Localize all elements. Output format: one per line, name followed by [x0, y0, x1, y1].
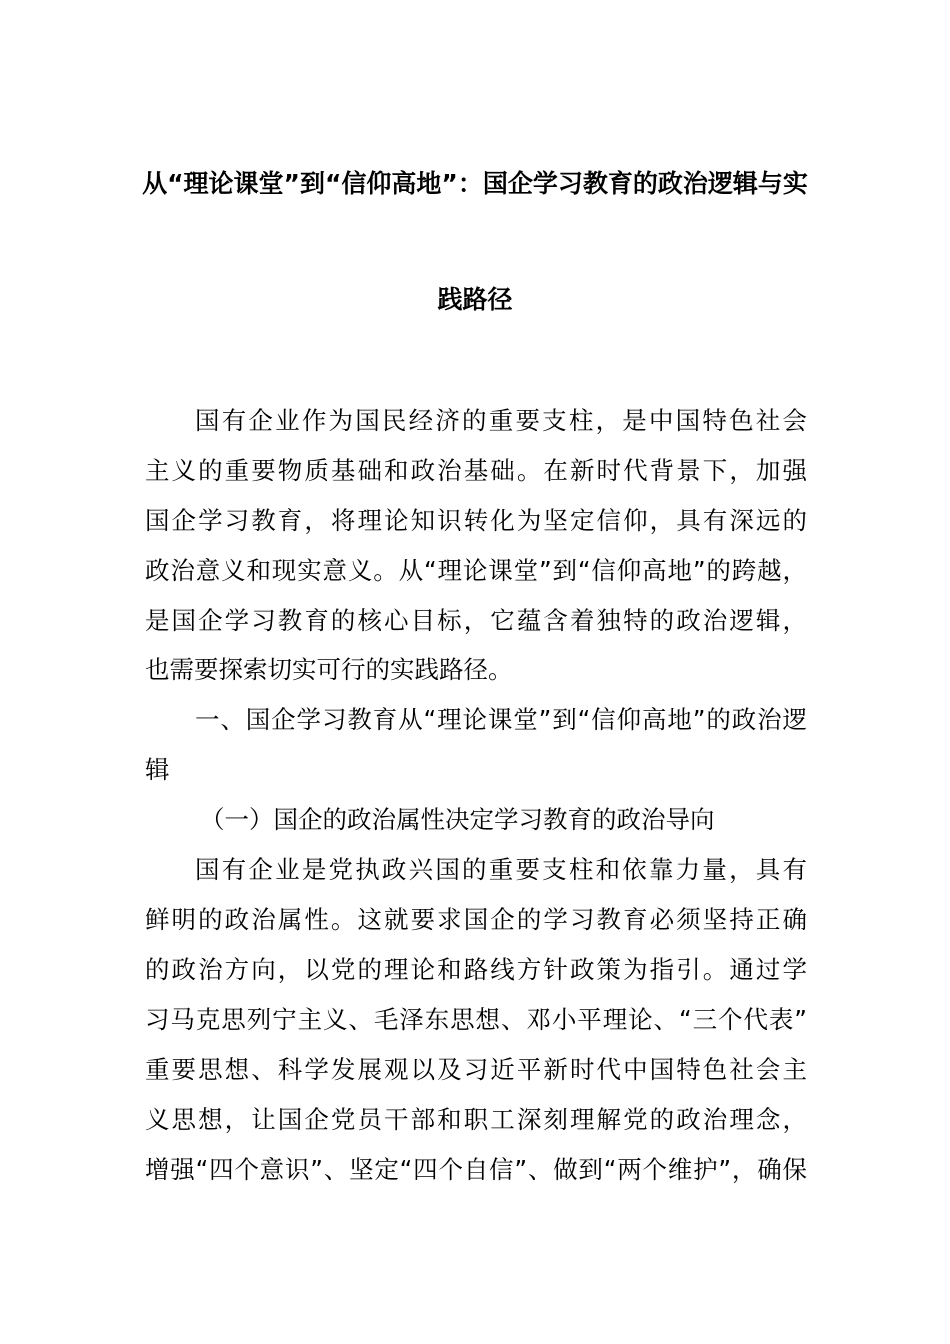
document-title-line-2: 践路径 — [437, 285, 513, 314]
paragraph-2-line-6: 义思想，让国企党员干部和职工深刻理解党的政治理念， — [145, 1105, 807, 1134]
document-title-line-1: 从“理论课堂”到“信仰高地”：国企学习教育的政治逻辑与实 — [142, 169, 808, 198]
paragraph-2-line-7: 增强“四个意识”、坚定“四个自信”、做到“两个维护”，确保 — [145, 1155, 807, 1184]
paragraph-1-line-3: 国企学习教育，将理论知识转化为坚定信仰，具有深远的 — [145, 506, 807, 535]
section-heading-line-1: 一、国企学习教育从“理论课堂”到“信仰高地”的政治逻 — [195, 705, 807, 734]
paragraph-1-line-6: 也需要探索切实可行的实践路径。 — [145, 655, 513, 684]
paragraph-1-line-1: 国有企业作为国民经济的重要支柱，是中国特色社会 — [195, 406, 807, 435]
section-heading-line-2: 辑 — [145, 755, 170, 784]
paragraph-2-line-4: 习马克思列宁主义、毛泽东思想、邓小平理论、“三个代表” — [145, 1005, 807, 1034]
paragraph-1-line-5: 是国企学习教育的核心目标，它蕴含着独特的政治逻辑， — [145, 606, 807, 635]
paragraph-2-line-2: 鲜明的政治属性。这就要求国企的学习教育必须坚持正确 — [145, 905, 807, 934]
paragraph-1-line-2: 主义的重要物质基础和政治基础。在新时代背景下，加强 — [145, 456, 807, 485]
paragraph-1-line-4: 政治意义和现实意义。从“理论课堂”到“信仰高地”的跨越， — [145, 556, 807, 585]
paragraph-2-line-5: 重要思想、科学发展观以及习近平新时代中国特色社会主 — [145, 1055, 807, 1084]
sub-heading: （一）国企的政治属性决定学习教育的政治导向 — [200, 805, 715, 834]
paragraph-2-line-1: 国有企业是党执政兴国的重要支柱和依靠力量，具有 — [195, 855, 807, 884]
paragraph-2-line-3: 的政治方向，以党的理论和路线方针政策为指引。通过学 — [145, 955, 807, 984]
